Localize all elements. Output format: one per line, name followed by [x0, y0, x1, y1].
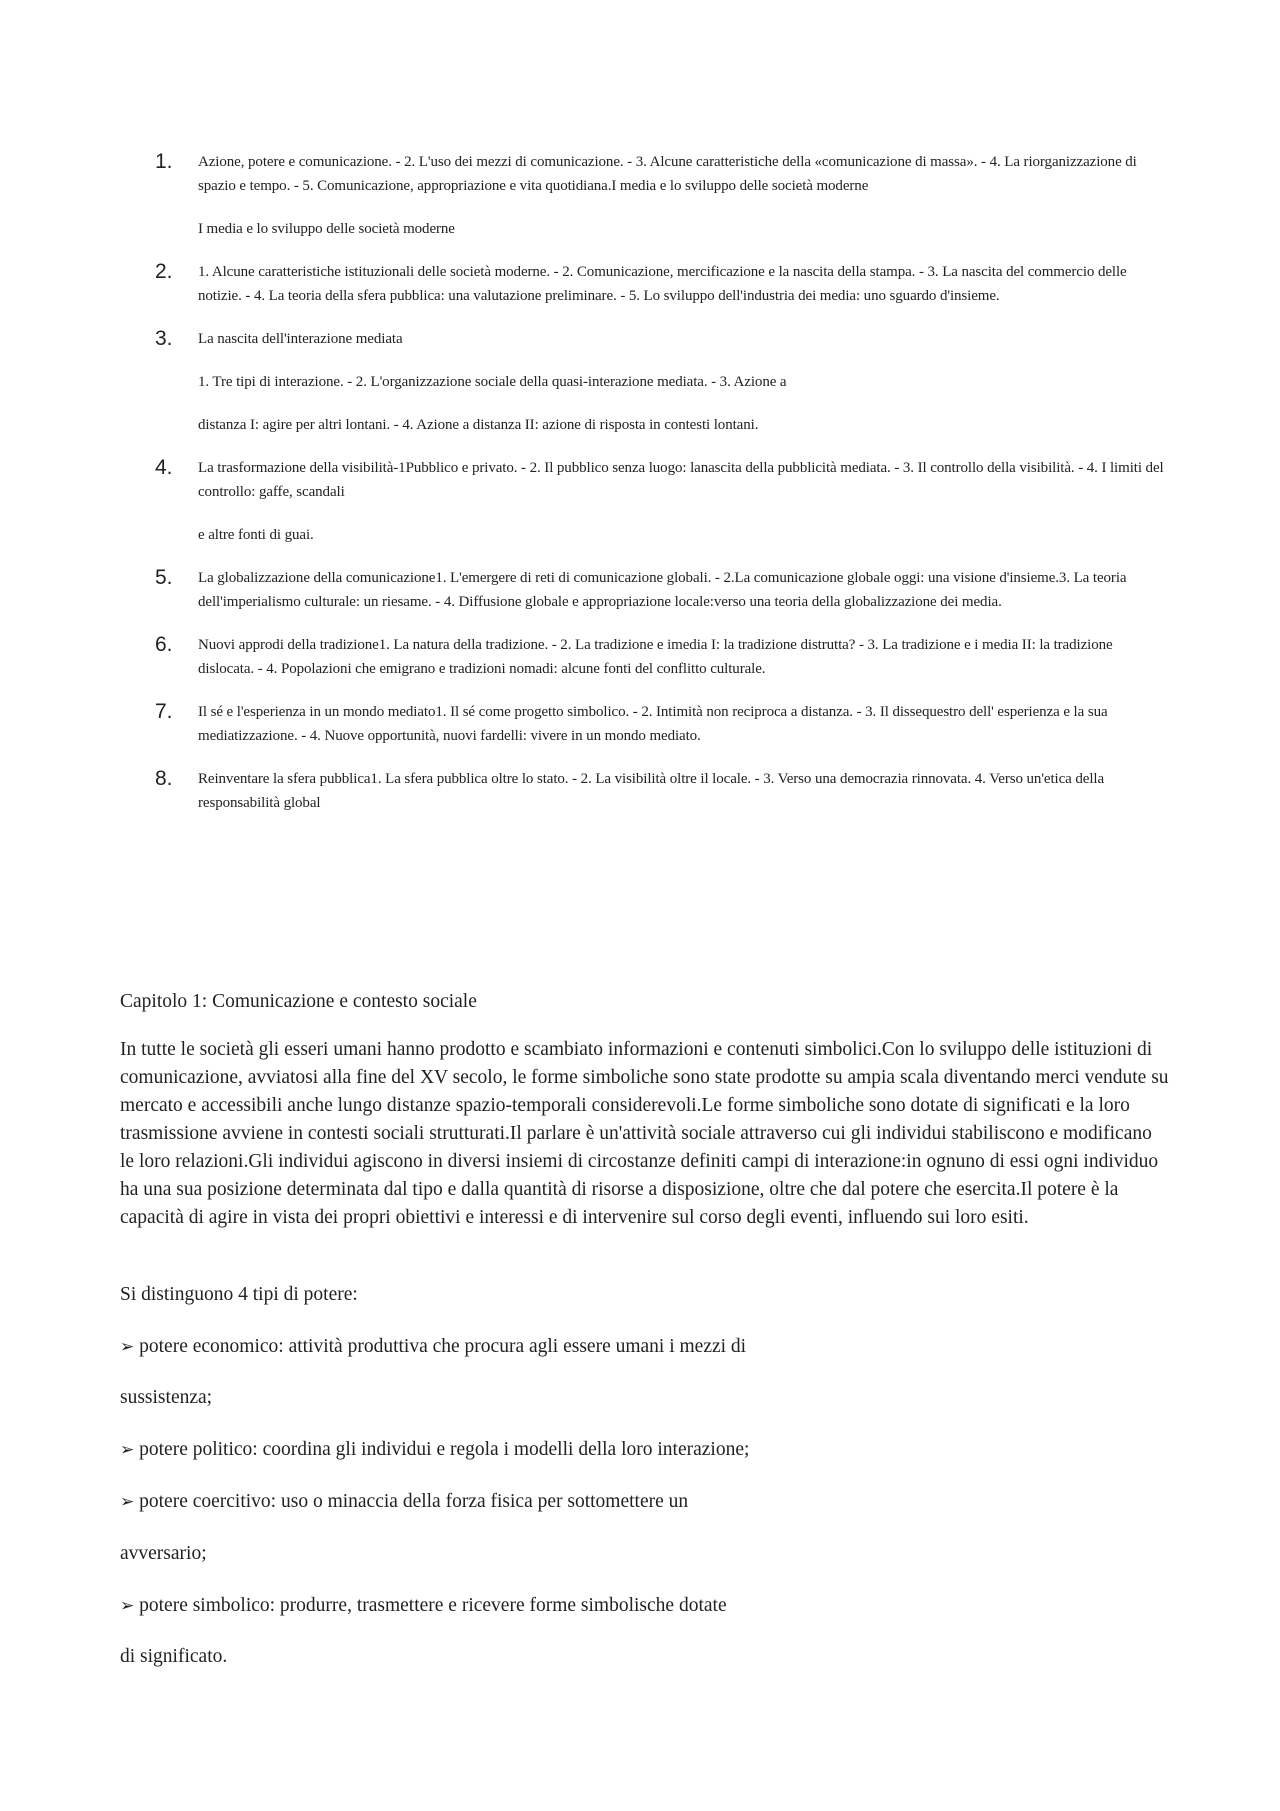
- toc-item-1: [155, 150, 1165, 241]
- toc-item-7: [155, 700, 1165, 748]
- toc-number: 4.: [155, 456, 173, 479]
- toc-text: 1. Alcune caratteristiche istituzionali delle società moderne. - 2. Comunicazione, mercificazione e la nascita della stampa. - 3. La nascita del commercio delle notizie. - 4. La teoria della sfera pubblica: una valutazione preliminare. - 5. Lo sviluppo dell'industria dei media: uno sguardo d'insieme.: [198, 264, 1127, 304]
- bullet-text: potere politico: coordina gli individui e regola i modelli della loro interazione;: [139, 1439, 750, 1460]
- toc-subline: 1. Tre tipi di interazione. - 2. L'organizzazione sociale della quasi-interazione mediata. - 3. Azione a: [198, 374, 787, 390]
- toc-subline: I media e lo sviluppo delle società moderne: [198, 221, 455, 237]
- toc-item-4: [155, 456, 1165, 547]
- chapter-title: Capitolo 1: Comunicazione e contesto sociale: [120, 991, 477, 1012]
- toc-subline: distanza I: agire per altri lontani. - 4. Azione a distanza II: azione di risposta in contesti lontani.: [198, 417, 759, 433]
- toc-text: Azione, potere e comunicazione. - 2. L'uso dei mezzi di comunicazione. - 3. Alcune caratteristiche della «comunicazione di massa». - 4. La riorganizzazione di spazio e tempo. - 5. Comunicazione, appropriazione e vita quotidiana.I media e lo sviluppo delle società moderne: [198, 154, 1137, 194]
- bullet-economic-power: [120, 1333, 746, 1361]
- arrow-bullet-icon: ➢: [120, 1440, 135, 1460]
- arrow-bullet-icon: ➢: [120, 1596, 135, 1616]
- toc-text: La nascita dell'interazione mediata: [198, 331, 403, 347]
- bullet-continuation: di significato.: [120, 1646, 228, 1667]
- toc-number: 6.: [155, 633, 173, 656]
- bullet-symbolic-power: [120, 1592, 727, 1620]
- table-of-contents: [155, 150, 1165, 815]
- chapter-paragraph: In tutte le società gli esseri umani hanno prodotto e scambiato informazioni e contenuti simbolici.Con lo sviluppo delle istituzioni di comunicazione, avviatosi alla fine del XV secolo, le forme simboliche sono state prodotte su ampia scala diventando merci vendute su mercato e accessibili anche lungo distanze spazio-temporali considerevoli.Le forme simboliche sono dotate di significati e la loro trasmissione avviene in contesti sociali strutturati.Il parlare è un'attività sociale attraverso cui gli individui stabiliscono e modificano le loro relazioni.Gli individui agiscono in diversi insiemi di circostanze definiti campi di interazione:in ognuno di essi ogni individuo ha una sua posizione determinata dal tipo e dalla quantità di risorse a disposizione, oltre che dal potere che esercita.Il potere è la capacità di agire in vista dei propri obiettivi e interessi e di intervenire sul corso degli eventi, influendo sui loro esiti.: [120, 1039, 1169, 1228]
- toc-number: 3.: [155, 327, 173, 350]
- arrow-bullet-icon: ➢: [120, 1337, 135, 1357]
- bullet-text: potere economico: attività produttiva che procura agli essere umani i mezzi di: [139, 1336, 747, 1357]
- arrow-bullet-icon: ➢: [120, 1492, 135, 1512]
- bullet-coercive-power: [120, 1488, 688, 1516]
- bullet-continuation: sussistenza;: [120, 1387, 213, 1408]
- toc-text: Nuovi approdi della tradizione1. La natura della tradizione. - 2. La tradizione e imedia I: la tradizione distrutta? - 3. La tradizione e i media II: la tradizione dislocata. - 4. Popolazioni che emigrano e tradizioni nomadi: alcune fonti del conflitto culturale.: [198, 637, 1113, 677]
- toc-number: 7.: [155, 700, 173, 723]
- toc-item-3: [155, 327, 1165, 437]
- toc-text: Il sé e l'esperienza in un mondo mediato1. Il sé come progetto simbolico. - 2. Intimità non reciproca a distanza. - 3. Il dissequestro dell' esperienza e la sua mediatizzazione. - 4. Nuove opportunità, nuovi fardelli: vivere in un mondo mediato.: [198, 704, 1108, 744]
- toc-number: 8.: [155, 767, 173, 790]
- toc-subline: e altre fonti di guai.: [198, 527, 314, 543]
- toc-item-5: [155, 566, 1165, 614]
- toc-item-2: [155, 260, 1165, 308]
- toc-item-8: [155, 767, 1165, 815]
- bullet-text: potere coercitivo: uso o minaccia della forza fisica per sottomettere un: [139, 1491, 689, 1512]
- toc-number: 5.: [155, 566, 173, 589]
- powers-intro: Si distinguono 4 tipi di potere:: [120, 1284, 358, 1305]
- toc-number: 1.: [155, 150, 173, 173]
- toc-item-6: [155, 633, 1165, 681]
- bullet-text: potere simbolico: produrre, trasmettere e ricevere forme simbolische dotate: [139, 1595, 727, 1616]
- toc-text: La globalizzazione della comunicazione1. L'emergere di reti di comunicazione globali. - 2.La comunicazione globale oggi: una visione d'insieme.3. La teoria dell'imperialismo culturale: un riesame. - 4. Diffusione globale e appropriazione locale:verso una teoria della globalizzazione dei media.: [198, 570, 1127, 610]
- toc-text: La trasformazione della visibilità-1Pubblico e privato. - 2. Il pubblico senza luogo: lanascita della pubblicità mediata. - 3. Il controllo della visibilità. - 4. I limiti del controllo: gaffe, scandali: [198, 460, 1164, 500]
- bullet-continuation: avversario;: [120, 1543, 207, 1564]
- toc-text: Reinventare la sfera pubblica1. La sfera pubblica oltre lo stato. - 2. La visibilità oltre il locale. - 3. Verso una democrazia rinnovata. 4. Verso un'etica della responsabilità global: [198, 771, 1105, 811]
- bullet-political-power: [120, 1436, 749, 1464]
- toc-number: 2.: [155, 260, 173, 283]
